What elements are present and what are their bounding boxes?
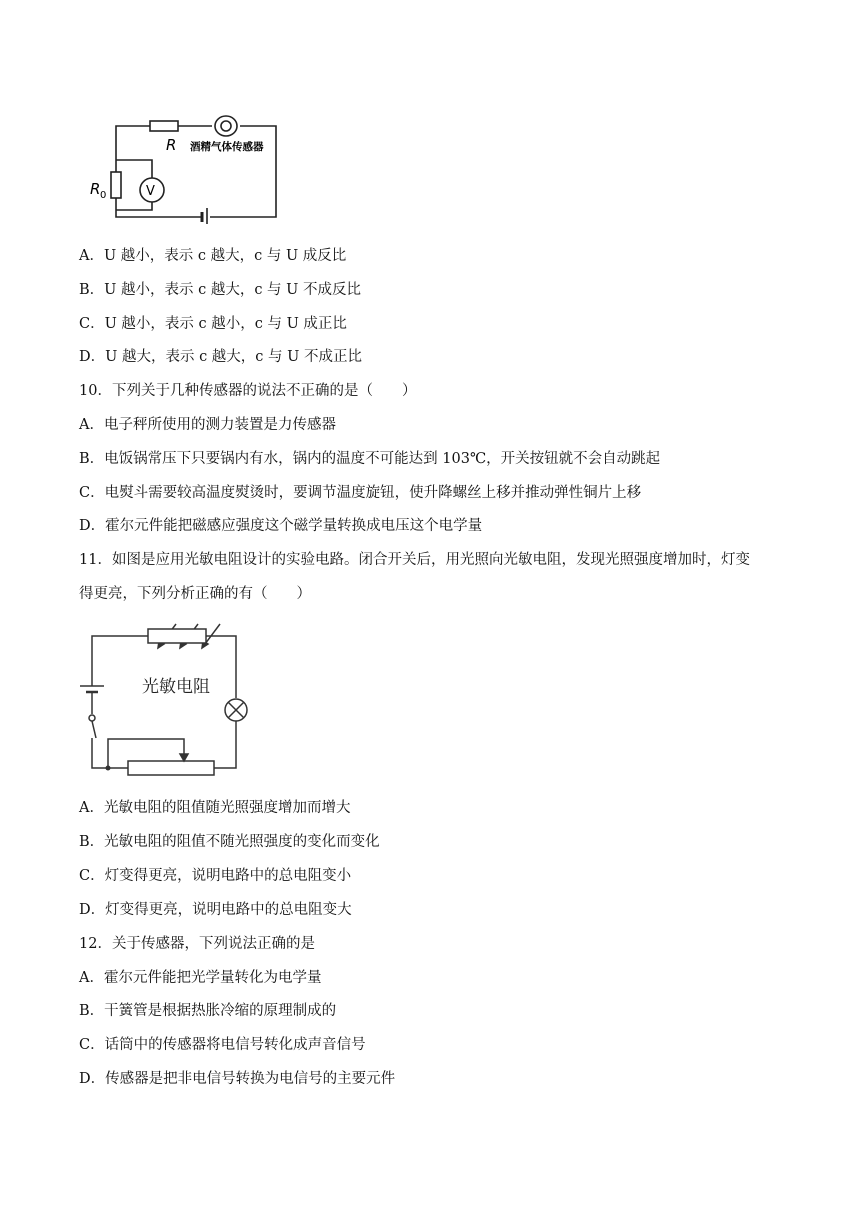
q9-option-c: C．U 越小，表示 c 越小，c 与 U 成正比 [79, 316, 347, 332]
q12-option-d: D．传感器是把非电信号转换为电信号的主要元件 [79, 1071, 396, 1087]
r0-label: R [90, 180, 101, 198]
q12-stem: 12．关于传感器，下列说法正确的是 [79, 936, 315, 952]
q10-stem: 10．下列关于几种传感器的说法不正确的是（ ） [79, 383, 417, 399]
voltmeter-label: V [146, 184, 155, 199]
photoresistor-label: 光敏电阻 [142, 677, 210, 697]
q10-option-d: D．霍尔元件能把磁感应强度这个磁学量转换成电压这个电学量 [79, 518, 483, 534]
q10-option-a: A．电子秤所使用的测力装置是力传感器 [79, 417, 336, 433]
q11-option-a: A．光敏电阻的阻值随光照强度增加而增大 [79, 800, 351, 816]
q11-option-d: D．灯变得更亮，说明电路中的总电阻变大 [79, 902, 352, 918]
q11-stem-line2: 得更亮，下列分析正确的有（ ） [79, 586, 311, 602]
q12-option-b: B．干簧管是根据热胀冷缩的原理制成的 [79, 1003, 337, 1019]
q11-option-b: B．光敏电阻的阻值不随光照强度的变化而变化 [79, 834, 380, 850]
q11-option-c: C．灯变得更亮，说明电路中的总电阻变小 [79, 868, 352, 884]
q11-stem-line1: 11．如图是应用光敏电阻设计的实验电路。闭合开关后，用光照向光敏电阻，发现光照强度增加时，灯变 [79, 552, 750, 568]
q10-option-c: C．电熨斗需要较高温度熨烫时，要调节温度旋钮，使升降螺丝上移并推动弹性铜片上移 [79, 485, 642, 501]
q12-option-c: C．话筒中的传感器将电信号转化成声音信号 [79, 1037, 366, 1053]
q10-option-b: B．电饭锅常压下只要锅内有水，锅内的温度不可能达到 103℃，开关按钮就不会自动跳起 [79, 451, 661, 467]
r0-subscript: 0 [100, 190, 107, 201]
photoresistor-circuit-figure [78, 618, 254, 776]
q9-option-d: D．U 越大，表示 c 越大，c 与 U 不成正比 [79, 349, 362, 365]
resistor-r-label: R [166, 136, 177, 154]
alcohol-sensor-circuit-figure [86, 112, 286, 224]
q9-option-b: B．U 越小，表示 c 越大，c 与 U 不成反比 [79, 282, 361, 298]
sensor-label: 酒精气体传感器 [190, 141, 264, 153]
q12-option-a: A．霍尔元件能把光学量转化为电学量 [79, 970, 322, 986]
q9-option-a: A．U 越小，表示 c 越大，c 与 U 成反比 [79, 248, 347, 264]
